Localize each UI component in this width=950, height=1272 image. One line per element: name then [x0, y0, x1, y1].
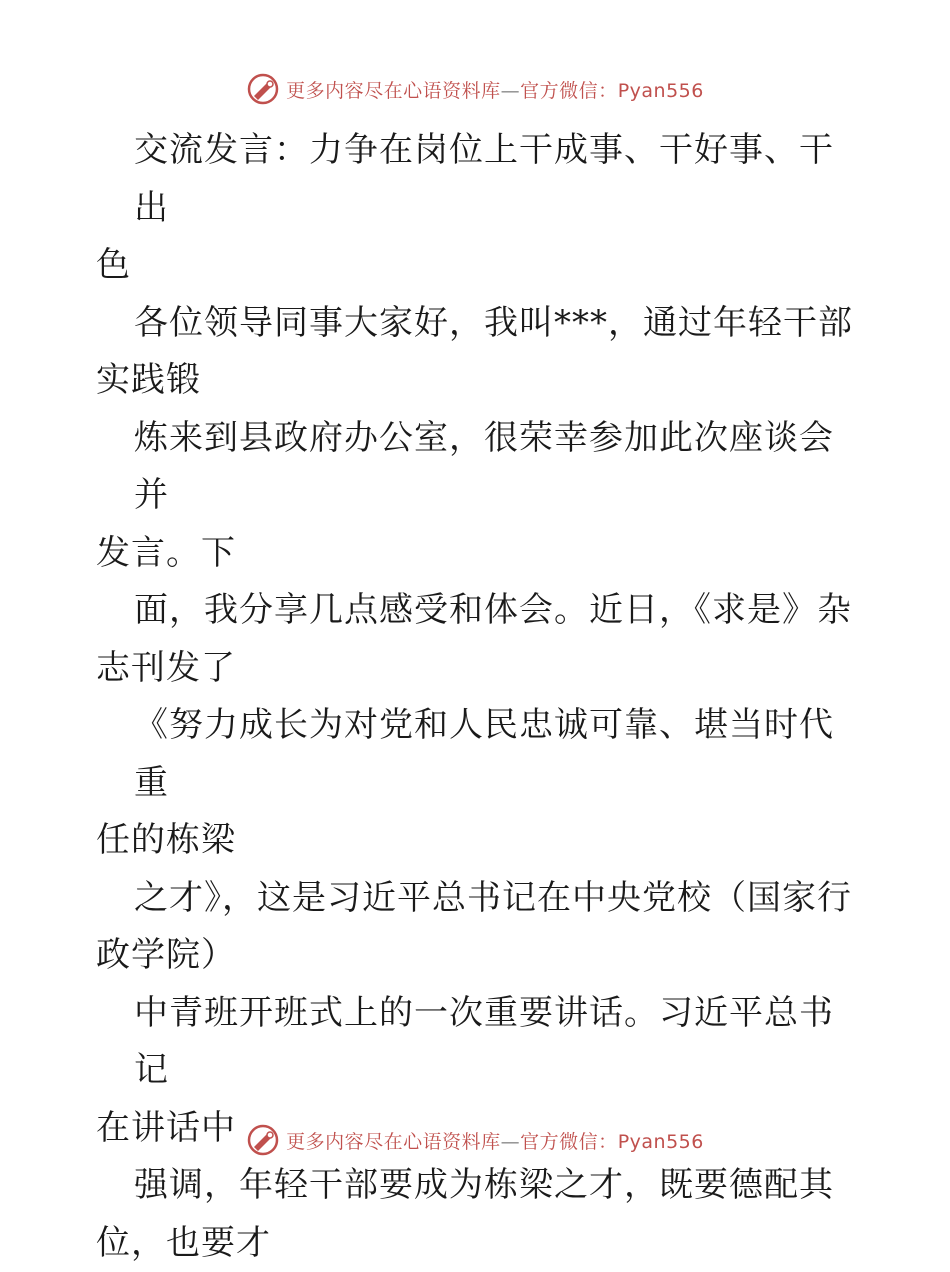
document-line-wrap: 发言。下 — [96, 525, 856, 583]
page-footer-banner — [0, 1121, 950, 1159]
document-line-wrap: 色 — [96, 237, 856, 295]
page-header-banner — [0, 70, 950, 108]
header-site-text: 更多内容尽在心语资料库 — [286, 80, 501, 102]
footer-wechat-label: 官方微信： — [520, 1131, 618, 1153]
document-line-text: 炼来到县政府办公室，很荣幸参加此次座谈会并 — [96, 410, 856, 525]
document-line-wrap: 政学院） — [96, 927, 856, 985]
footer-banner-text — [286, 1127, 704, 1154]
document-body — [96, 122, 856, 1272]
header-separator: — — [501, 80, 521, 102]
document-line-wrap: 位，也要才 — [96, 1215, 856, 1272]
document-line-text: 面，我分享几点感受和体会。近日，《求是》杂 — [96, 582, 856, 640]
header-wechat-id: Pyan556 — [618, 80, 704, 102]
footer-site-text: 更多内容尽在心语资料库 — [286, 1131, 501, 1153]
document-line-text: 《努力成长为对党和人民忠诚可靠、堪当时代重 — [96, 697, 856, 812]
document-line — [96, 295, 856, 410]
document-line-wrap: 实践锻 — [96, 352, 856, 410]
document-line — [96, 122, 856, 295]
brand-logo-icon — [246, 1123, 280, 1157]
document-line — [96, 582, 856, 697]
brand-logo-icon — [246, 72, 280, 106]
document-line-text: 各位领导同事大家好，我叫***，通过年轻干部 — [96, 295, 856, 353]
document-line-text: 之才》，这是习近平总书记在中央党校（国家行 — [96, 870, 856, 928]
document-line — [96, 1157, 856, 1272]
document-line-text: 中青班开班式上的一次重要讲话。习近平总书记 — [96, 985, 856, 1100]
footer-separator: — — [501, 1131, 521, 1153]
document-line-wrap: 在讲话中 — [96, 1100, 856, 1158]
document-line — [96, 697, 856, 870]
header-banner-text — [286, 76, 704, 103]
document-line-wrap: 志刊发了 — [96, 640, 856, 698]
document-line-text: 交流发言：力争在岗位上干成事、干好事、干出 — [96, 122, 856, 237]
document-line-wrap: 任的栋梁 — [96, 812, 856, 870]
document-line — [96, 410, 856, 583]
header-wechat-label: 官方微信： — [520, 80, 618, 102]
document-line-text: 强调，年轻干部要成为栋梁之才，既要德配其 — [96, 1157, 856, 1215]
document-line — [96, 870, 856, 985]
footer-wechat-id: Pyan556 — [618, 1131, 704, 1153]
